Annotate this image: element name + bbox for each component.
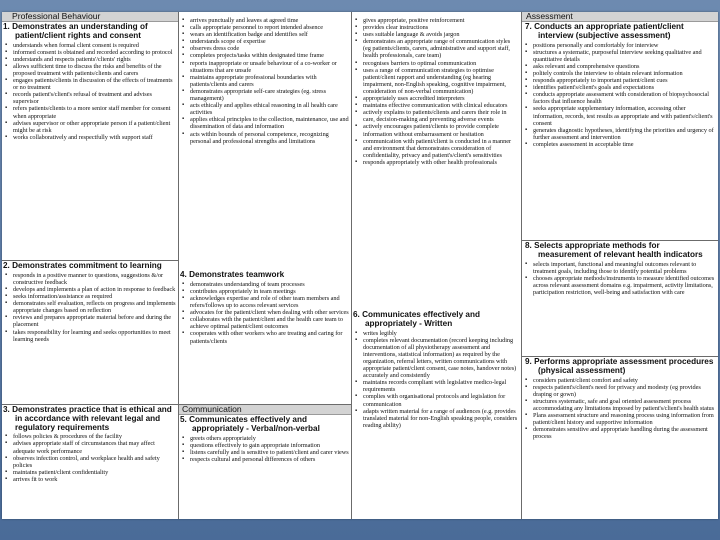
list-item: ▪ understands scope of expertise [179, 38, 349, 45]
list-item: ▪ reviews and prepares appropriate material before and during the placement [2, 314, 176, 328]
header-communication: Communication [179, 405, 351, 415]
list-item: ▪ informed consent is obtained and recorded according to protocol [2, 49, 176, 56]
list-item: ▪ cooperates with other workers who are treating and caring for patients/clients [179, 330, 349, 344]
list-item: ▪ responds in a positive manner to questions, suggestions &/or constructive feedback [2, 272, 176, 286]
list-item: ▪ acknowledges expertise and role of other team members and refers/follows up to access relevant services [179, 295, 349, 309]
list-item: ▪ politely controls the interview to obtain relevant information [522, 70, 716, 77]
list-item: ▪ demonstrates understanding of team processes [179, 281, 349, 288]
list-item: ▪ refers patients/clients to a more senior staff member for consent when appropriate [2, 105, 176, 119]
section-5 [179, 404, 351, 463]
list-item: ▪ conducts appropriate assessment with consideration of biopsychosocial factors that influence health [522, 91, 716, 105]
list-item: ▪ allows sufficient time to discuss the risks and benefits of the proposed treatment with patients/clients and carers [2, 63, 176, 77]
section-4 [179, 270, 351, 345]
section-2 [2, 260, 178, 343]
section-3-list [2, 433, 178, 483]
list-item: ▪ recognises barriers to optimal communication [352, 60, 519, 67]
section-4-list [179, 281, 351, 345]
list-item: ▪ advocates for the patient/client when dealing with other services [179, 309, 349, 316]
list-item: ▪ Plans assessment structure and reasoning process using information from patient/client history and supportive information [522, 412, 716, 426]
list-item: ▪ actively explains to patients/clients and carers their role in care, decision-making and preventing adverse events [352, 109, 519, 123]
list-item: ▪ arrives punctually and leaves at agreed time [179, 17, 349, 24]
column-4 [522, 12, 718, 519]
section-8 [522, 240, 718, 296]
section-8-title: 8. Selects appropriate methods for measurement of relevant health indicators [525, 241, 703, 259]
list-item: ▪ respects cultural and personal differences of others [179, 456, 349, 463]
list-item: ▪ maintains appropriate professional boundaries with patients/clients and carers [179, 74, 349, 88]
section-6-title: 6. Communicates effectively and appropriately - Written [353, 310, 480, 328]
list-item: ▪ actively encourages patient/clients to provide complete information without embarrassment or hesitation [352, 123, 519, 137]
list-item: ▪ calls appropriate personnel to report intended absence [179, 24, 349, 31]
list-item: ▪ chooses appropriate methods/instruments to measure identified outcomes across relevant assessment domains e.g. impairment, activity limitations, participation restriction, well-being and satisfaction with care [522, 275, 716, 296]
competency-sheet [2, 12, 718, 519]
list-item: ▪ provides clear instructions [352, 24, 519, 31]
list-item: ▪ completes relevant documentation (record keeping including documentation of all physiotherapy assessment and interventions, statistical information) as required by the organization, referral letters, written communications with appropriate patient/client consent, case notes, handover notes) accurately and consistently [352, 337, 519, 380]
list-item: ▪ acts ethically and applies ethical reasoning in all health care activities [179, 102, 349, 116]
list-item: ▪ maintains records compliant with legislative medico-legal requirements [352, 379, 519, 393]
list-item: ▪ structures a systematic, purposeful interview seeking qualitative and quantitative details [522, 49, 716, 63]
section-6-list [352, 330, 521, 429]
column-3 [352, 12, 522, 519]
list-item: ▪ observes dress code [179, 45, 349, 52]
list-item: ▪ gives appropriate, positive reinforcement [352, 17, 519, 24]
list-item: ▪ communication with patient/client is conducted in a manner and environment that demonstrates consideration of confidentiality, privacy and patient's/client's sensitivities [352, 138, 519, 159]
list-item: ▪ reports inappropriate or unsafe behaviour of a co-worker or situations that are unsafe [179, 60, 349, 74]
section-7-list [522, 42, 718, 148]
list-item: ▪ complies with organisational protocols and legislation for communication [352, 393, 519, 407]
list-item: ▪ observes infection control, and workplace health and safety policies [2, 455, 176, 469]
section-1-list [2, 42, 178, 141]
section-5-continued [352, 17, 521, 166]
section-9-list [522, 377, 718, 441]
list-item: ▪ completes projects/tasks within designated time frame [179, 52, 349, 59]
list-item: ▪ acts within bounds of personal competence, recognizing personal and professional strengths and limitations [179, 131, 349, 145]
list-item: ▪ demonstrates self evaluation, reflects on progress and implements appropriate changes based on reflection [2, 300, 176, 314]
list-item: ▪ contributes appropriately in team meetings [179, 288, 349, 295]
column-2 [179, 12, 352, 519]
section-1-continued [179, 17, 351, 145]
list-item: ▪ positions personally and comfortably for interview [522, 42, 716, 49]
list-item: ▪ seeks appropriate supplementary information, accessing other information, records, test results as appropriate and with patient's/client's consent [522, 105, 716, 126]
list-item: ▪ follows policies & procedures of the facility [2, 433, 176, 440]
list-item: ▪ applies ethical principles to the collection, maintenance, use and dissemination of data and information [179, 116, 349, 130]
list-item: ▪ takes responsibility for learning and seeks opportunities to meet learning needs [2, 329, 176, 343]
list-item: ▪ asks relevant and comprehensive questions [522, 63, 716, 70]
section-1 [2, 22, 178, 141]
section-5-title: 5. Communicates effectively and appropriately - Verbal/non-verbal [180, 415, 320, 433]
list-item: ▪ seeks information/assistance as required [2, 293, 176, 300]
list-item: ▪ wears an identification badge and identifies self [179, 31, 349, 38]
list-item: ▪ uses suitable language & avoids jargon [352, 31, 519, 38]
list-item: ▪ demonstrates appropriate self-care strategies (eg. stress management) [179, 88, 349, 102]
list-item: ▪ considers patient/client comfort and safety [522, 377, 716, 384]
section-1-cont-list [179, 17, 351, 145]
list-item: ▪ adapts written material for a range of audiences (e.g. provides translated material for non-English speaking people, considers reading ability) [352, 408, 519, 429]
section-3-title: 3. Demonstrates practice that is ethical and in accordance with relevant legal and regulatory requirements [3, 405, 172, 432]
list-item: ▪ records patient's/client's refusal of treatment and advises supervisor [2, 91, 176, 105]
list-item: ▪ engages patients/clients in discussion of the effects of treatments or no treatment [2, 77, 176, 91]
list-item: ▪ collaborates with the patient/client and the health care team to achieve optimal patient/client outcomes [179, 316, 349, 330]
list-item: ▪ works collaboratively and respectfully with support staff [2, 134, 176, 141]
list-item: ▪ maintains effective communication with clinical educators [352, 102, 519, 109]
column-1 [2, 12, 179, 519]
list-item: ▪ understands and respects patients'/clients' rights [2, 56, 176, 63]
list-item: ▪ respects patient's/client's need for privacy and modesty (eg provides draping or gown) [522, 384, 716, 398]
section-3 [2, 404, 178, 483]
list-item: ▪ identifies patient's/client's goals and expectations [522, 84, 716, 91]
list-item: ▪ completes assessment in acceptable time [522, 141, 716, 148]
list-item: ▪ demonstrates sensitive and appropriate handling during the assessment process [522, 426, 716, 440]
list-item: ▪ advises appropriate staff of circumstances that may affect adequate work performance [2, 440, 176, 454]
section-5-list [179, 435, 351, 463]
list-item: ▪ arrives fit to work [2, 476, 176, 483]
list-item: ▪ advises supervisor or other appropriate person if a patient/client might be at risk [2, 120, 176, 134]
list-item: ▪ responds appropriately to important patient/client cues [522, 77, 716, 84]
section-6 [352, 310, 521, 429]
header-professional-behaviour: Professional Behaviour [2, 12, 178, 22]
list-item: ▪ listens carefully and is sensitive to patient/client and carer views [179, 449, 349, 456]
list-item: ▪ selects important, functional and meaningful outcomes relevant to treatment goals, including those to identify potential problems [522, 261, 716, 275]
section-7-title: 7. Conducts an appropriate patient/client interview (subjective assessment) [525, 22, 684, 40]
list-item: ▪ uses a range of communication strategies to optimise patient/client rapport and understanding (eg hearing impairment, non-English speaking, cognitive impairment, consideration of non-verbal communication) [352, 67, 519, 95]
section-1-title: 1. Demonstrates an understanding of patient/client rights and consent [3, 22, 148, 40]
list-item: ▪ understands when formal client consent is required [2, 42, 176, 49]
list-item: ▪ generates diagnostic hypotheses, identifying the priorities and urgency of further assessment and intervention [522, 127, 716, 141]
list-item: ▪ writes legibly [352, 330, 519, 337]
section-9-title: 9. Performs appropriate assessment procedures (physical assessment) [525, 357, 714, 375]
section-8-list [522, 261, 718, 296]
list-item: ▪ demonstrates an appropriate range of communication styles (eg patients/clients, carers, administrative and support staff, health professionals, care team) [352, 38, 519, 59]
list-item: ▪ greets others appropriately [179, 435, 349, 442]
section-2-title: 2. Demonstrates commitment to learning [3, 261, 162, 270]
list-item: ▪ maintains patient/client confidentiality [2, 469, 176, 476]
list-item: ▪ develops and implements a plan of action in response to feedback [2, 286, 176, 293]
list-item: ▪ questions effectively to gain appropriate information [179, 442, 349, 449]
list-item: ▪ structures systematic, safe and goal oriented assessment process accommodating any limitations imposed by patient's/client's health status [522, 398, 716, 412]
section-4-title: 4. Demonstrates teamwork [180, 270, 285, 279]
header-assessment: Assessment [522, 12, 718, 22]
section-2-list [2, 272, 178, 343]
section-7 [522, 22, 718, 148]
list-item: ▪ appropriately uses accredited interpreters [352, 95, 519, 102]
section-5-cont-list [352, 17, 521, 166]
section-9 [522, 356, 718, 440]
list-item: ▪ responds appropriately with other health professionals [352, 159, 519, 166]
